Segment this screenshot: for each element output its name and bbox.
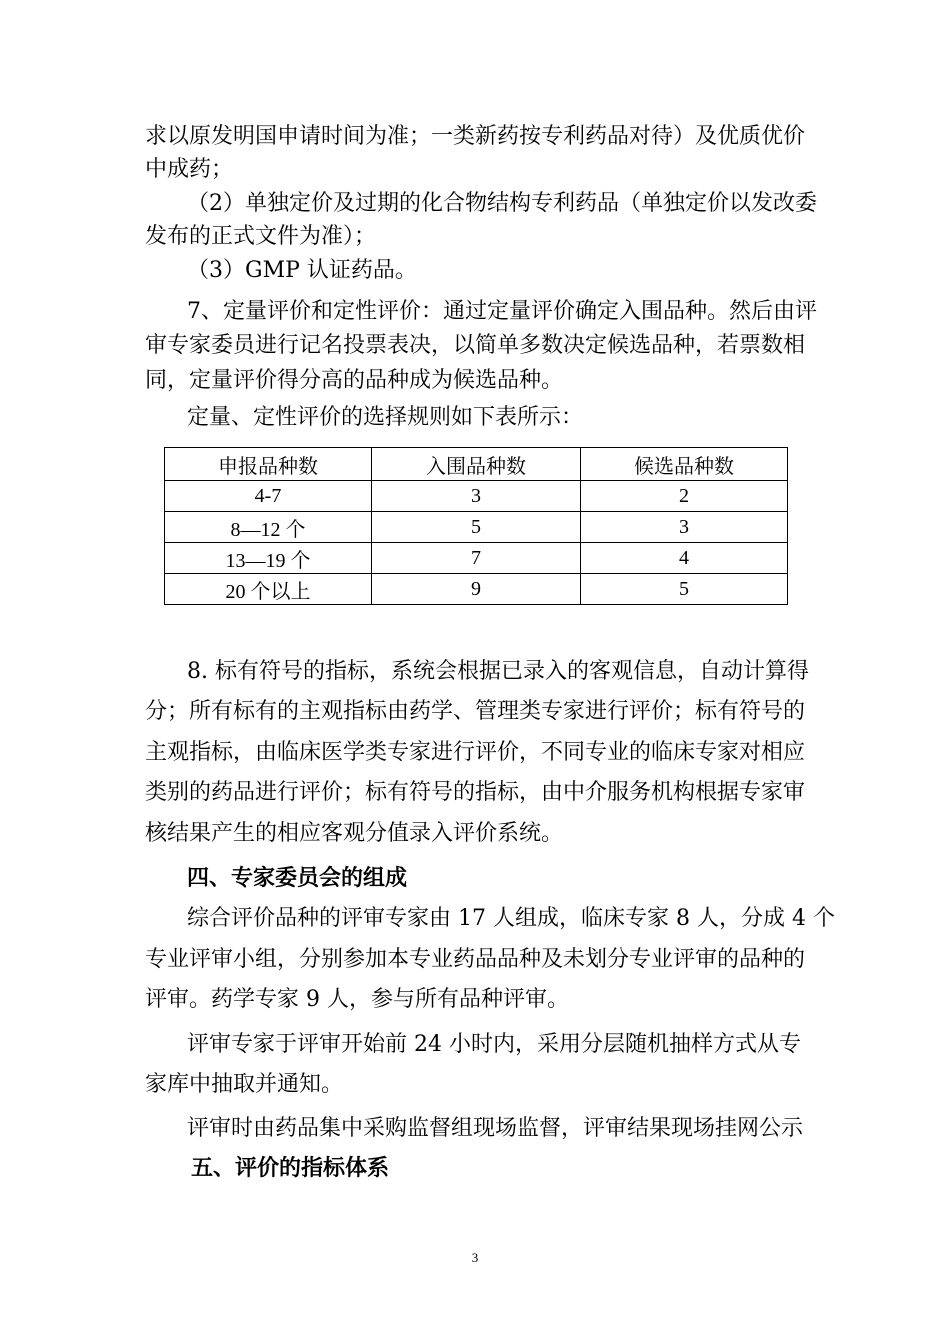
table-row: [165, 574, 788, 605]
table-cell: 3: [581, 512, 788, 543]
text-line: 评审时由药品集中采购监督组现场监督，评审结果现场挂网公示: [187, 1116, 804, 1141]
table-cell: 13—19 个: [165, 543, 372, 574]
text-line: 7、定量评价和定性评价：通过定量评价确定入围品种。然后由评: [187, 299, 817, 324]
table-row: [165, 543, 788, 574]
text-line: 定量、定性评价的选择规则如下表所示：: [187, 405, 584, 430]
table-cell: 4: [581, 543, 788, 574]
text-line: 核结果产生的相应客观分值录入评价系统。: [145, 821, 564, 846]
text-line: （2）单独定价及过期的化合物结构专利药品（单独定价以发改委: [187, 191, 817, 216]
table-cell: 9: [372, 574, 581, 605]
text-line: 专业评审小组，分别参加本专业药品品种及未划分专业评审的品种的: [145, 947, 806, 972]
text-line: 综合评价品种的评审专家由 17 人组成，临床专家 8 人，分成 4 个: [187, 906, 835, 931]
table-cell: 7: [372, 543, 581, 574]
table-cell: 8—12 个: [165, 512, 372, 543]
table-row: [165, 481, 788, 512]
section-heading: 五、评价的指标体系: [191, 1155, 390, 1181]
column-header: 入围品种数: [372, 448, 581, 481]
table-cell: 5: [372, 512, 581, 543]
text-line: 8. 标有符号的指标，系统会根据已录入的客观信息，自动计算得: [187, 659, 809, 684]
selection-rules-table: [164, 447, 788, 605]
text-line: 家库中抽取并通知。: [145, 1072, 344, 1097]
table-row: [165, 512, 788, 543]
table-cell: 3: [372, 481, 581, 512]
column-header: 候选品种数: [581, 448, 788, 481]
table-cell: 20 个以上: [165, 574, 372, 605]
text-line: 同，定量评价得分高的品种成为候选品种。: [145, 368, 564, 393]
table-cell: 4-7: [165, 481, 372, 512]
text-line: 求以原发明国申请时间为准；一类新药按专利药品对待）及优质优价: [145, 124, 806, 149]
text-line: 分；所有标有的主观指标由药学、管理类专家进行评价；标有符号的: [145, 699, 806, 724]
text-line: 主观指标，由临床医学类专家进行评价，不同专业的临床专家对相应: [145, 740, 806, 765]
text-line: 审专家委员进行记名投票表决，以简单多数决定候选品种，若票数相: [145, 333, 806, 358]
text-line: （3）GMP 认证药品。: [187, 258, 417, 283]
text-line: 中成药；: [145, 157, 234, 182]
table-cell: 5: [581, 574, 788, 605]
page-number: 3: [471, 1250, 479, 1265]
text-line: 类别的药品进行评价；标有符号的指标，由中介服务机构根据专家审: [145, 780, 806, 805]
text-line: 发布的正式文件为准）；: [145, 224, 377, 249]
column-header: 申报品种数: [165, 448, 372, 481]
text-line: 评审专家于评审开始前 24 小时内，采用分层随机抽样方式从专: [187, 1032, 801, 1057]
text-line: 评审。药学专家 9 人，参与所有品种评审。: [145, 987, 569, 1012]
table-header-row: [165, 448, 788, 481]
table-cell: 2: [581, 481, 788, 512]
section-heading: 四、专家委员会的组成: [187, 865, 408, 891]
